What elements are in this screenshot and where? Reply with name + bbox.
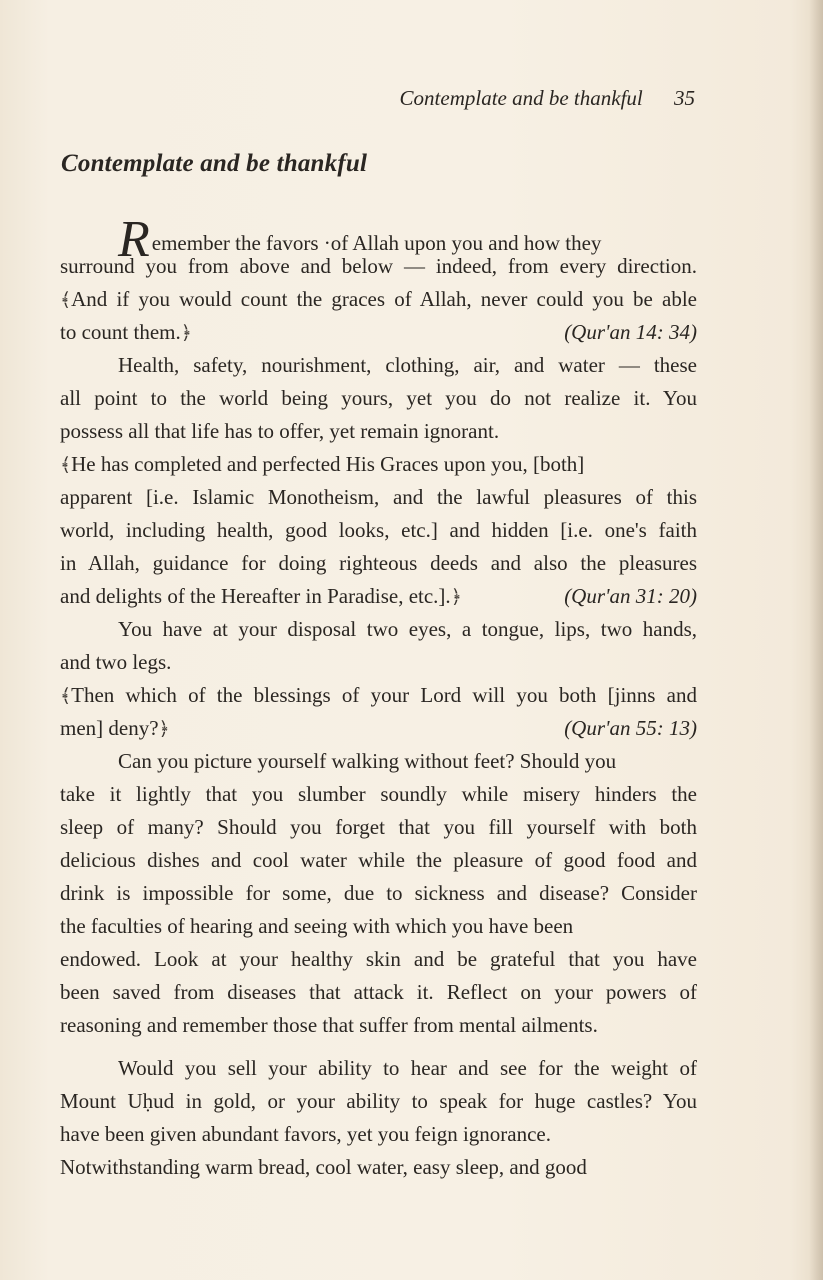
text-line	[60, 547, 697, 580]
page-spine-shadow	[809, 0, 823, 1280]
line-text: apparent [i.e. Islamic Monotheism, and the lawful pleasures of this	[60, 485, 697, 509]
citation: (Qur'an 31: 20)	[564, 584, 697, 608]
line-text: Then which of the blessings of your Lord will you both [jinns and	[71, 683, 697, 707]
chapter-title: Contemplate and be thankful	[61, 150, 368, 177]
line-text: world, including health, good looks, etc.] and hidden [i.e. one's faith	[60, 518, 697, 542]
line-text: and two legs.	[60, 650, 172, 674]
quran-close-ornament: ﴿	[450, 587, 462, 608]
citation: (Qur'an 14: 34)	[564, 320, 697, 344]
text-line	[60, 316, 697, 349]
line-text: delicious dishes and cool water while the pleasure of good food and	[60, 848, 697, 872]
page-number: 35	[674, 86, 695, 110]
line-text: the faculties of hearing and seeing with which you have been	[60, 914, 574, 938]
line-text: Would you sell your ability to hear and see for the weight of	[118, 1056, 697, 1080]
running-head	[400, 86, 695, 111]
text-line	[60, 712, 697, 745]
quran-close-ornament: ﴿	[158, 719, 170, 740]
text-line	[60, 250, 697, 283]
line-text: Mount Uḥud in gold, or your ability to speak for huge castles? You	[60, 1089, 697, 1113]
paragraph-1	[60, 211, 697, 1184]
line-text: take it lightly that you slumber soundly while misery hinders the	[60, 782, 697, 806]
line-text: And if you would count the graces of Allah, never could you be able	[71, 287, 697, 311]
line-text: all point to the world being yours, yet you do not realize it. You	[60, 386, 697, 410]
line-text: You have at your disposal two eyes, a tongue, lips, two hands,	[118, 617, 697, 641]
text-line	[60, 646, 697, 679]
line-text: men] deny?	[60, 716, 159, 740]
quran-open-ornament: ﴾	[60, 686, 72, 707]
text-line	[60, 844, 697, 877]
text-line	[60, 811, 697, 844]
line-text: in Allah, guidance for doing righteous deeds and also the pleasures	[60, 551, 697, 575]
line-text: possess all that life has to offer, yet remain ignorant.	[60, 419, 500, 443]
text-line	[60, 910, 697, 943]
text-line	[60, 580, 697, 613]
line-content	[60, 712, 170, 746]
line-text: emember the favors ·of Allah upon you and how they	[151, 231, 602, 255]
text-line	[60, 778, 697, 811]
text-line	[60, 415, 697, 448]
line-content	[60, 448, 584, 482]
text-line	[60, 1009, 697, 1042]
line-content	[60, 679, 697, 713]
text-line	[60, 877, 697, 910]
line-text: Health, safety, nourishment, clothing, air, and water — these	[118, 353, 697, 377]
text-line	[60, 1085, 697, 1118]
line-text: sleep of many? Should you forget that you fill yourself with both	[60, 815, 697, 839]
line-text: to count them.	[60, 320, 181, 344]
line-text: Can you picture yourself walking without feet? Should you	[118, 749, 617, 773]
line-text: He has completed and perfected His Graces upon you, [both]	[71, 452, 585, 476]
running-head-title: Contemplate and be thankful	[399, 86, 643, 110]
quran-open-ornament: ﴾	[60, 455, 72, 476]
line-text: surround you from above and below — indeed, from every direction.	[60, 254, 697, 278]
text-line	[60, 1151, 697, 1184]
line-text: been saved from diseases that attack it. Reflect on your powers of	[60, 980, 697, 1004]
text-line	[60, 613, 697, 646]
text-line	[60, 745, 697, 778]
drop-cap: R	[118, 211, 150, 268]
paragraph-gap	[60, 1042, 697, 1052]
citation: (Qur'an 55: 13)	[564, 716, 697, 740]
line-content	[60, 580, 462, 614]
text-line	[60, 448, 697, 481]
text-line	[60, 1052, 697, 1085]
line-content	[60, 316, 192, 350]
text-line	[60, 976, 697, 1009]
text-line	[60, 382, 697, 415]
text-line	[60, 283, 697, 316]
line-text: have been given abundant favors, yet you feign ignorance.	[60, 1122, 551, 1146]
text-line	[60, 1118, 697, 1151]
text-line	[60, 481, 697, 514]
line-text: drink is impossible for some, due to sickness and disease? Consider	[60, 881, 697, 905]
text-line	[60, 514, 697, 547]
line-content	[60, 283, 697, 317]
line-text: endowed. Look at your healthy skin and be grateful that you have	[60, 947, 697, 971]
text-line	[60, 349, 697, 382]
line-text: Notwithstanding warm bread, cool water, easy sleep, and good	[60, 1155, 587, 1179]
line-text: reasoning and remember those that suffer from mental ailments.	[60, 1013, 598, 1037]
quran-close-ornament: ﴿	[180, 323, 192, 344]
quran-open-ornament: ﴾	[60, 290, 72, 311]
text-line	[60, 679, 697, 712]
line-text: and delights of the Hereafter in Paradise, etc.].	[60, 584, 451, 608]
text-line	[60, 943, 697, 976]
